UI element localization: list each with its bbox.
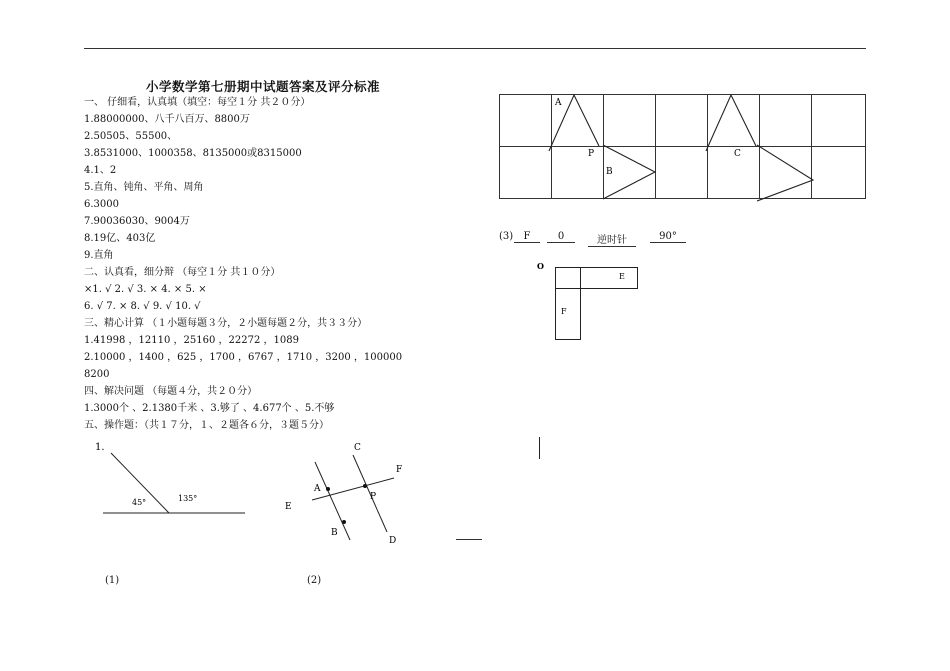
text-line: 9.直角 <box>84 250 114 261</box>
text-line: 5.直角、钝角、平角、周角 <box>84 182 204 193</box>
text-line: 1.41998 ，12110 ，25160 ，22272 ，1089 <box>84 335 299 346</box>
label-B: B <box>331 528 338 538</box>
label-E: E <box>285 502 292 512</box>
text-line: 1.3000个 、2.1380千米 、3.够了 、4.677个 、5.不够 <box>84 403 335 414</box>
label-C: C <box>354 443 361 453</box>
q1-label: 1. <box>95 442 105 453</box>
text-line: 一、 仔细看，认真填（填空：每空１分 共２０分） <box>84 97 311 108</box>
text-line: 6. √ 7. × 8. √ 9. √ 10. √ <box>84 301 201 312</box>
short-rule <box>456 539 482 540</box>
text-line: 2.10000 ，1400 ，625 ，1700 ，6767 ，1710 ，3200 ，100000 <box>84 352 403 363</box>
label-F: F <box>396 465 403 475</box>
text-line: 三、精心计算 （１小题每题３分，２小题每题２分，共３３分） <box>84 318 368 329</box>
text-line: 1.88000000、八千八百万、8800万 <box>84 114 250 125</box>
text-line: 6.3000 <box>84 199 119 210</box>
label-F-rect: F <box>561 307 567 316</box>
page-title: 小学数学第七册期中试题答案及评分标准 <box>146 79 381 94</box>
answer-3-b: 0 <box>547 231 575 243</box>
text-line: 4.1、2 <box>84 165 117 176</box>
grid-label-P: P <box>588 149 595 159</box>
grid-label-C: C <box>734 149 741 159</box>
figure-caption-1: (1) <box>105 575 120 586</box>
text-line: 2.50505、55500、 <box>84 131 178 142</box>
angle-45-label: 45° <box>132 498 147 507</box>
text-line: 3.8531000、1000358、8135000或8315000 <box>84 148 302 159</box>
answer-3-a: F <box>514 231 540 243</box>
label-P: P <box>370 492 377 502</box>
figure-caption-2: (2) <box>307 575 322 586</box>
text-line: 二、认真看，细分辩 （每空１分 共１０分） <box>84 267 281 278</box>
grid-figure <box>495 90 870 205</box>
text-line: 8.19亿、403亿 <box>84 233 156 244</box>
answer-3-c: 逆时针 <box>588 231 636 247</box>
rotation-figure <box>530 255 645 345</box>
header-rule <box>84 48 866 49</box>
text-line: 8200 <box>84 369 110 380</box>
parallel-lines-figure <box>280 435 410 550</box>
angle-figure <box>90 435 260 525</box>
answer-3-d: 90° <box>650 231 686 243</box>
grid-label-A: A <box>555 98 562 108</box>
text-cursor-mark <box>539 437 540 459</box>
label-O: O <box>537 261 544 271</box>
text-line: 7.90036030、9004万 <box>84 216 190 227</box>
text-line: ×1. √ 2. √ 3. × 4. × 5. × <box>84 284 207 295</box>
label-A: A <box>314 484 321 494</box>
text-line: 四、解决问题 （每题４分，共２０分） <box>84 386 258 397</box>
text-line: 五、操作题：（共１７分，１、２题各６分，３题５分） <box>84 420 329 431</box>
angle-135-label: 135° <box>178 494 198 503</box>
answer-3-prefix: (3) <box>499 231 514 242</box>
grid-label-B: B <box>606 167 613 177</box>
label-E-rect: E <box>619 272 625 281</box>
label-D: D <box>389 536 397 546</box>
